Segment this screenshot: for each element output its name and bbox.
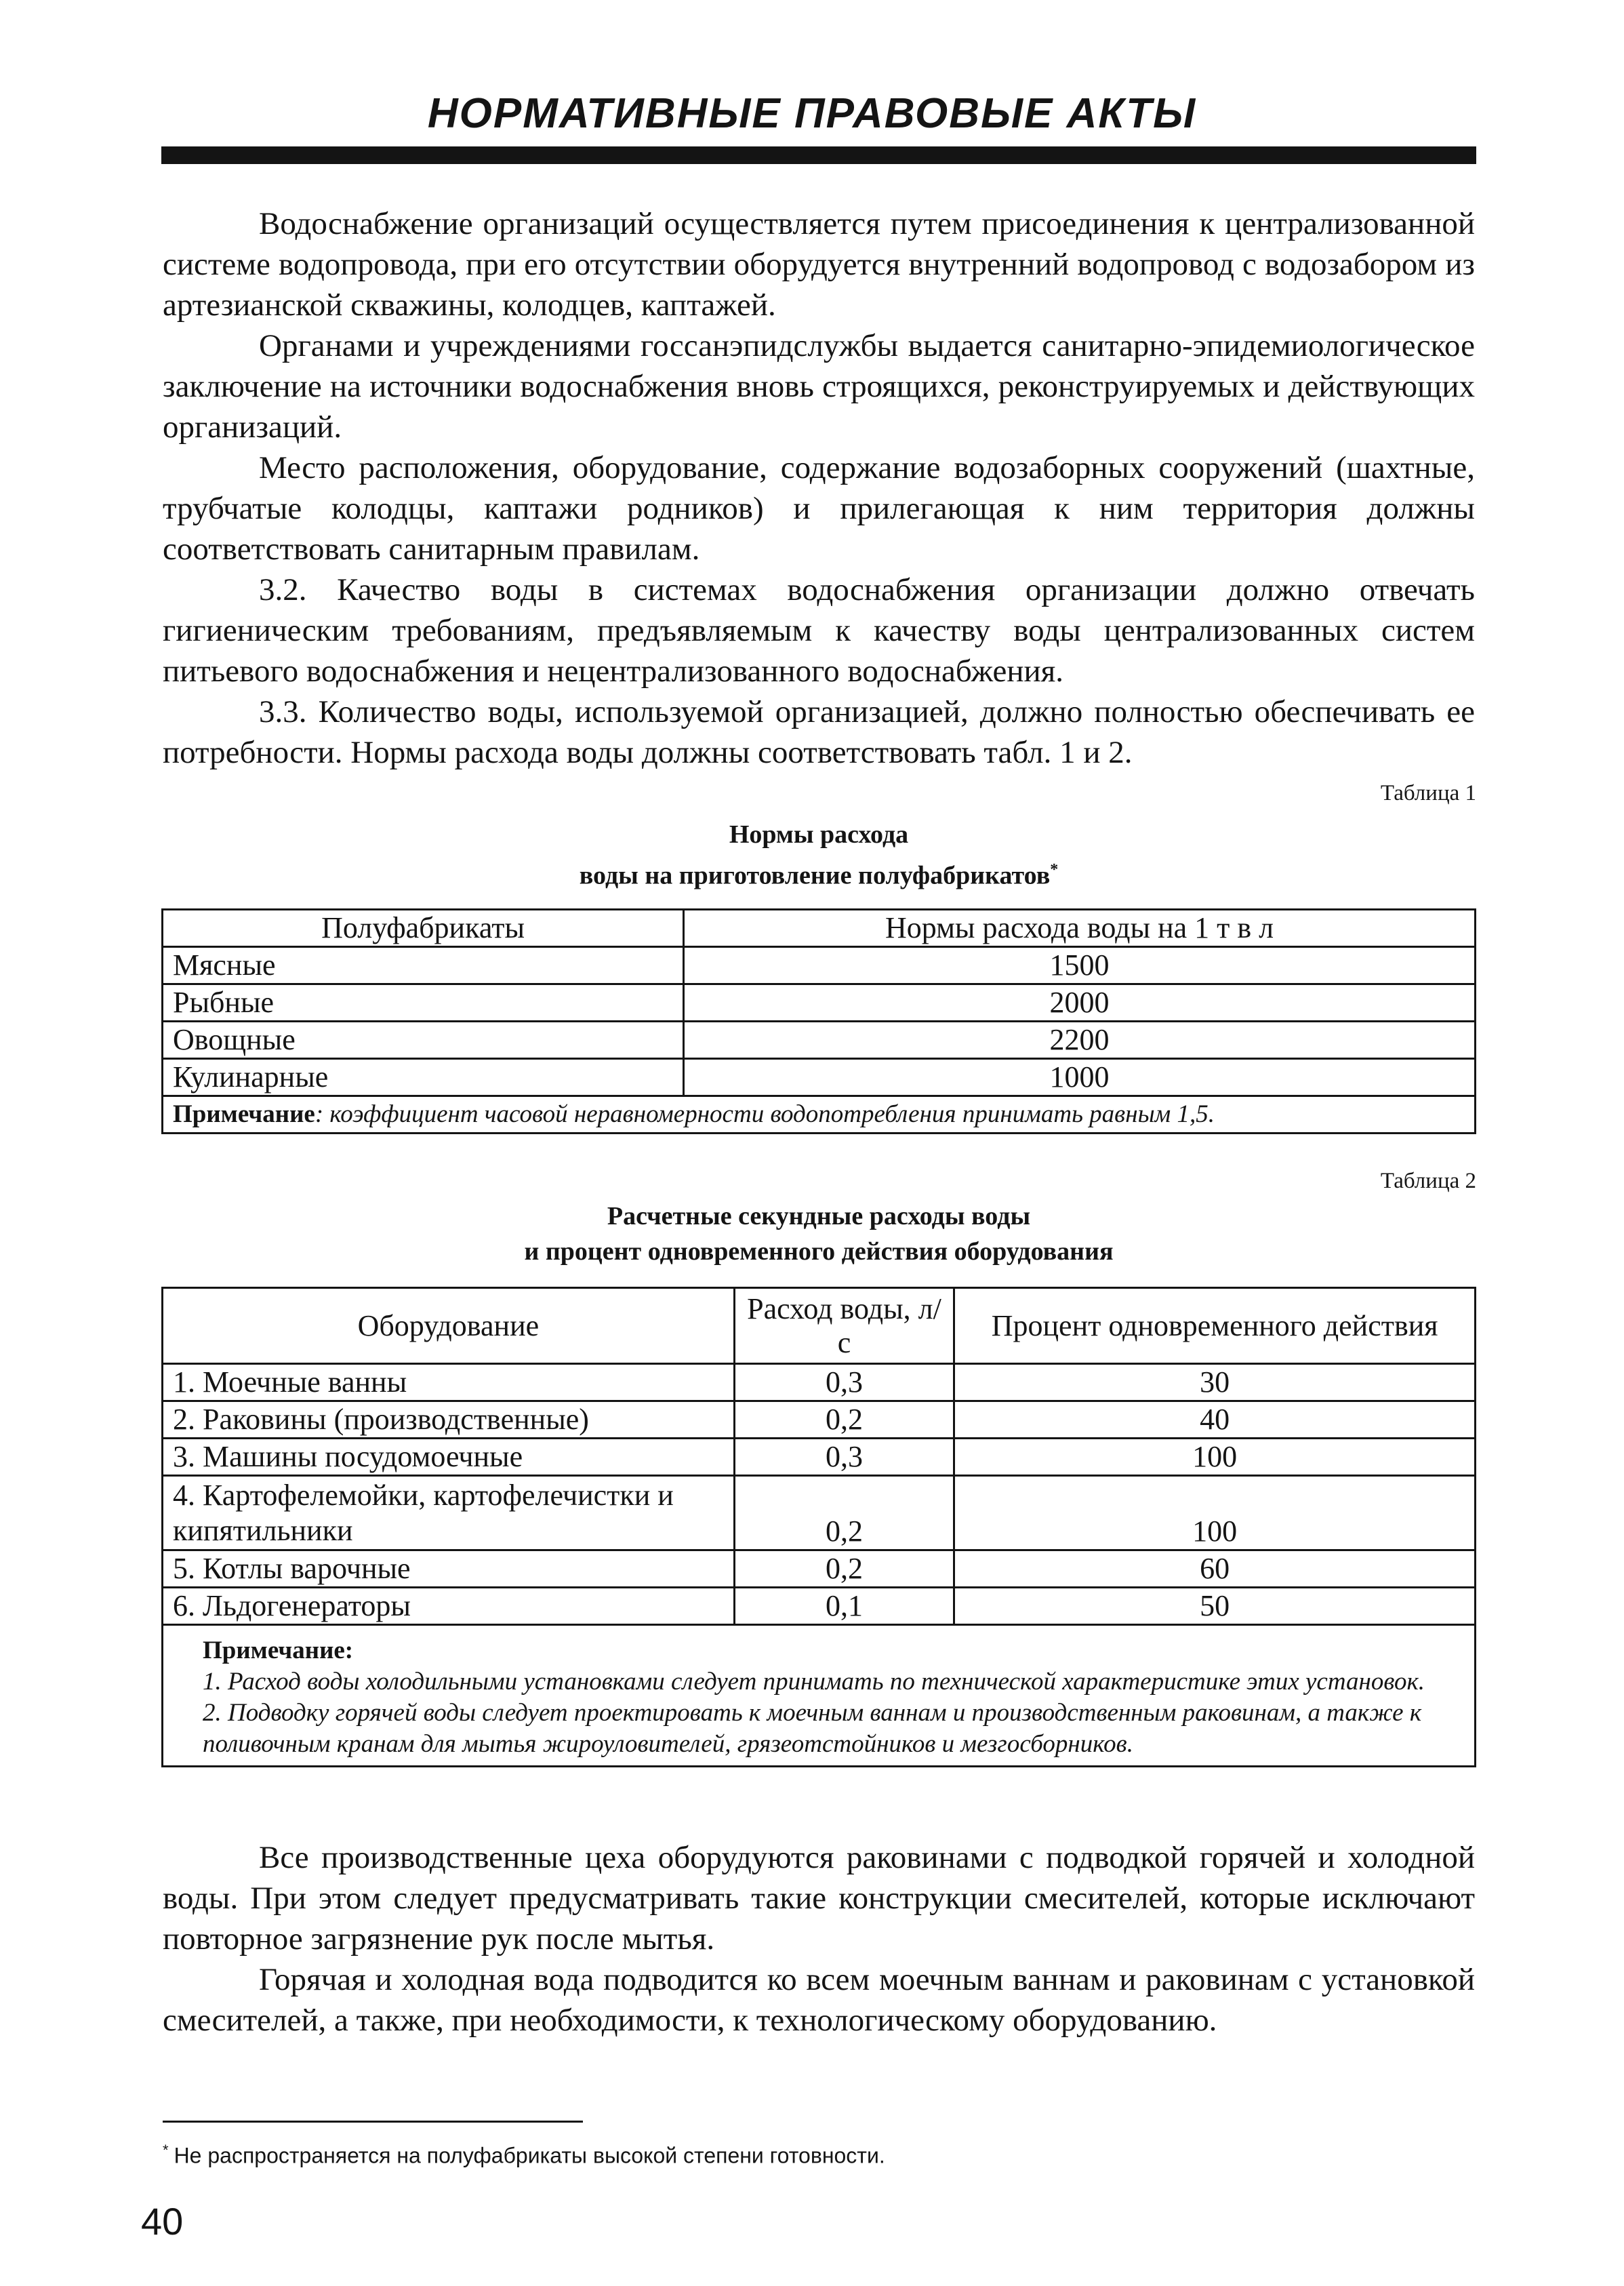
paragraph: Органами и учреждениями госсанэпидслужбы выдается санитарно-эпидемиологическое заключение на источники водоснабжения вновь строящихся, реконструируемых и действующих организаций. [163, 328, 1475, 445]
table-cell: 30 [954, 1364, 1476, 1401]
table-cell: Мясные [163, 947, 684, 984]
table1-header-product: Полуфабрикаты [163, 910, 684, 947]
body-text-top [163, 203, 1475, 773]
table-cell: 0,3 [734, 1364, 954, 1401]
table-cell: 5. Котлы варочные [163, 1550, 735, 1588]
footnote [163, 2135, 1450, 2171]
table1-note-label: Примечание [173, 1100, 315, 1128]
table2 [161, 1287, 1476, 1767]
table-cell: 6. Льдогенераторы [163, 1588, 735, 1625]
footnote-rule [163, 2121, 583, 2123]
table2-title-line1: Расчетные секундные расходы воды [607, 1202, 1031, 1230]
table1-header-norm: Нормы расхода воды на 1 т в л [684, 910, 1476, 947]
table-header-row [163, 1288, 1476, 1364]
table2-header-equipment: Оборудование [163, 1288, 735, 1364]
table1-label: Таблица 1 [1380, 781, 1476, 805]
table-row [163, 1022, 1476, 1059]
table-cell: 40 [954, 1401, 1476, 1439]
table2-header-percent: Процент одновременного действия [954, 1288, 1476, 1364]
table-cell: 60 [954, 1550, 1476, 1588]
table-cell: Кулинарные [163, 1059, 684, 1096]
table-row [163, 1476, 1476, 1550]
table2-title [163, 1199, 1475, 1269]
table-cell: 1500 [684, 947, 1476, 984]
table1-title-footnote-mark: * [1050, 861, 1059, 879]
table1-title [163, 817, 1475, 894]
table1-title-line1: Нормы расхода [729, 820, 909, 849]
table-cell: 3. Машины посудомоечные [163, 1439, 735, 1476]
table-cell: 2. Раковины (производственные) [163, 1401, 735, 1439]
table-cell: 0,2 [734, 1401, 954, 1439]
paragraph: 3.3. Количество воды, используемой организацией, должно полностью обеспечивать ее потребности. Нормы расхода воды должны соответствовать табл. 1 и 2. [163, 694, 1475, 770]
table2-title-line2: и процент одновременного действия оборудования [524, 1237, 1114, 1266]
table2-notes-label: Примечание: [203, 1637, 354, 1664]
table-note-row [163, 1096, 1476, 1134]
paragraph: Водоснабжение организаций осуществляется путем присоединения к централизованной системе водопровода, при его отсутствии оборудуется внутренний водопровод с водозабором из артезианской скважины, колодцев, каптажей. [163, 206, 1475, 323]
table1-note [163, 1096, 1476, 1134]
table-cell: 2200 [684, 1022, 1476, 1059]
table-row [163, 1588, 1476, 1625]
paragraph: Все производственные цеха оборудуются раковинами с подводкой горячей и холодной воды. При этом следует предусматривать такие конструкции смесителей, которые исключают повторное загрязнение рук после мытья. [163, 1840, 1475, 1957]
table-cell: 100 [954, 1439, 1476, 1476]
table-row [163, 1439, 1476, 1476]
table1 [161, 908, 1476, 1134]
table-row [163, 1550, 1476, 1588]
paragraph: Горячая и холодная вода подводится ко всем моечным ваннам и раковинам с установкой смесителей, а также, при необходимости, к технологическому оборудованию. [163, 1962, 1475, 2038]
table-cell: 0,2 [734, 1476, 954, 1550]
table-row [163, 984, 1476, 1022]
table-cell: Рыбные [163, 984, 684, 1022]
table2-notes [163, 1625, 1476, 1767]
table-header-row [163, 910, 1476, 947]
footnote-mark: * [163, 2142, 169, 2159]
body-text-bottom [163, 1837, 1475, 2041]
table-cell: 2000 [684, 984, 1476, 1022]
table-cell: 4. Картофелемойки, картофелечистки и кипятильники [163, 1476, 735, 1550]
table1-note-text: : коэффициент часовой неравномерности водопотребления принимать равным 1,5. [314, 1100, 1215, 1128]
page-header-title: НОРМАТИВНЫЕ ПРАВОВЫЕ АКТЫ [427, 90, 1197, 137]
table1-title-line2: воды на приготовление полуфабрикатов [579, 861, 1051, 890]
header-rule [161, 146, 1476, 164]
footnote-text: Не распространяется на полуфабрикаты высокой степени готовности. [174, 2143, 885, 2168]
table-row [163, 1364, 1476, 1401]
table-row [163, 947, 1476, 984]
table-cell: 1000 [684, 1059, 1476, 1096]
table-cell: 1. Моечные ванны [163, 1364, 735, 1401]
table2-note-item: 2. Подводку горячей воды следует проектировать к моечным ваннам и производственным раковинам, а также к поливочным кранам для мытья жироуловителей, грязеотстойников и мезгосборников. [203, 1699, 1422, 1758]
table-row [163, 1401, 1476, 1439]
table-cell: Овощные [163, 1022, 684, 1059]
table-cell: 50 [954, 1588, 1476, 1625]
table2-note-item: 1. Расход воды холодильными установками следует принимать по технической характеристике этих установок. [203, 1668, 1425, 1696]
table-cell: 0,3 [734, 1439, 954, 1476]
paragraph: 3.2. Качество воды в системах водоснабжения организации должно отвечать гигиеническим требованиям, предъявляемым к качеству воды централизованных систем питьевого водоснабжения и нецентрализованного водоснабжения. [163, 572, 1475, 689]
table-cell: 0,2 [734, 1550, 954, 1588]
table-note-row [163, 1625, 1476, 1767]
table2-label: Таблица 2 [1380, 1169, 1476, 1193]
paragraph: Место расположения, оборудование, содержание водозаборных сооружений (шахтные, трубчатые колодцы, каптажи родников) и прилегающая к ним территория должны соответствовать санитарным правилам. [163, 450, 1475, 567]
page-number: 40 [141, 2200, 184, 2243]
table2-header-flow: Расход воды, л/с [734, 1288, 954, 1364]
table-cell: 100 [954, 1476, 1476, 1550]
table-cell: 0,1 [734, 1588, 954, 1625]
table-row [163, 1059, 1476, 1096]
